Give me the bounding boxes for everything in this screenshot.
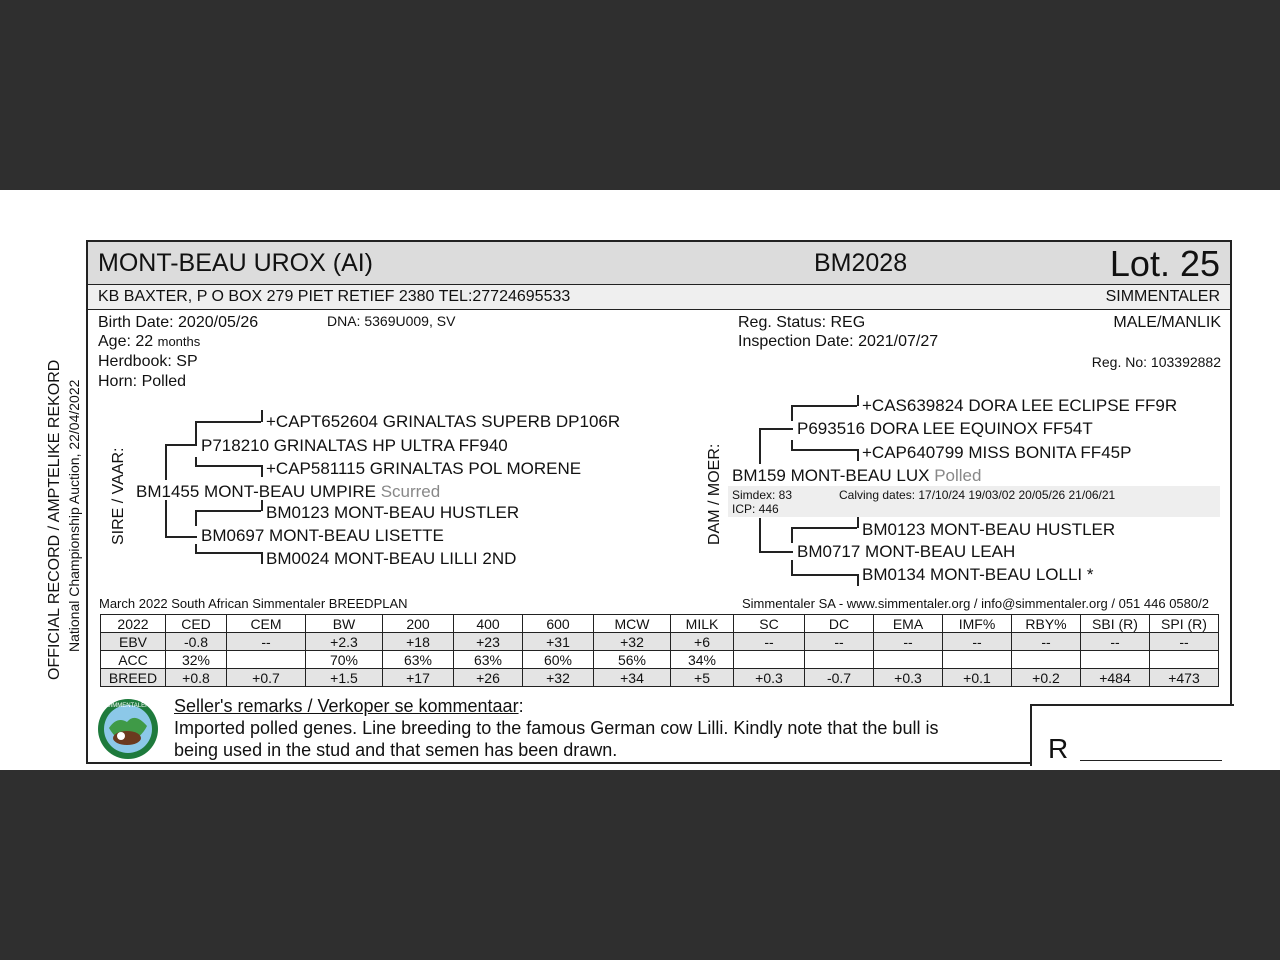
ebv-row	[101, 669, 1219, 687]
ebv-cell	[874, 651, 943, 669]
ebv-cell: 56%	[594, 651, 671, 669]
ebv-cell: --	[1150, 633, 1219, 651]
remarks-line-1: Imported polled genes. Line breeding to the famous German cow Lilli. Kindly note that the bull is	[174, 718, 939, 738]
ebv-cell: +31	[523, 633, 594, 651]
ebv-cell	[805, 651, 874, 669]
auction-label: National Championship Auction, 22/04/2022	[66, 379, 82, 652]
ebv-cell: RBY%	[1012, 615, 1081, 633]
breedplan-title: March 2022 South African Simmentaler BREEDPLAN	[99, 596, 408, 611]
ebv-cell: +32	[523, 669, 594, 687]
ebv-cell: EMA	[874, 615, 943, 633]
ebv-cell: +0.8	[166, 669, 227, 687]
animal-name: MONT-BEAU UROX (AI)	[98, 249, 374, 277]
ebv-cell: CED	[166, 615, 227, 633]
remarks-line-2: being used in the stud and that semen has been drawn.	[174, 740, 618, 760]
dam-dam-dam: BM0134 MONT-BEAU LOLLI *	[862, 565, 1094, 584]
ebv-cell: 200	[383, 615, 454, 633]
ebv-cell: +2.3	[306, 633, 383, 651]
dam-sire-dam: +CAP640799 MISS BONITA FF45P	[862, 443, 1132, 462]
ebv-cell: BREED	[101, 669, 166, 687]
ebv-cell: +473	[1150, 669, 1219, 687]
horn-status: Horn: Polled	[98, 373, 187, 390]
ebv-cell: CEM	[227, 615, 306, 633]
sire-sire-dam: +CAP581115 GRINALTAS POL MORENE	[266, 459, 582, 478]
title-bar	[88, 242, 1230, 285]
ebv-cell: --	[227, 633, 306, 651]
ebv-cell: +18	[383, 633, 454, 651]
ebv-cell: --	[805, 633, 874, 651]
ebv-cell: EBV	[101, 633, 166, 651]
dna: DNA: 5369U009, SV	[327, 313, 456, 329]
ebv-cell: --	[943, 633, 1012, 651]
reg-status: Reg. Status: REG	[738, 314, 866, 331]
ebv-cell: -0.7	[805, 669, 874, 687]
lot-number: Lot. 25	[1109, 243, 1220, 284]
sire-label: SIRE / VAAR:	[110, 447, 127, 545]
ebv-cell: +484	[1081, 669, 1150, 687]
r-label: R	[1048, 733, 1069, 764]
ebv-row	[101, 615, 1219, 633]
ebv-cell: --	[1081, 633, 1150, 651]
dam-label: DAM / MOER:	[706, 443, 723, 545]
dam-sire: P693516 DORA LEE EQUINOX FF54T	[797, 419, 1093, 438]
ebv-cell: +0.7	[227, 669, 306, 687]
r-signature-line	[1080, 760, 1222, 761]
reg-number: Reg. No: 103392882	[1091, 354, 1221, 370]
ebv-cell: +1.5	[306, 669, 383, 687]
sire-dam: BM0697 MONT-BEAU LISETTE	[201, 526, 444, 545]
r-box	[1030, 704, 1234, 766]
ebv-cell: 32%	[166, 651, 227, 669]
ebv-cell: 600	[523, 615, 594, 633]
sire-sire: P718210 GRINALTAS HP ULTRA FF940	[201, 436, 508, 455]
sire-sire-sire: +CAPT652604 GRINALTAS SUPERB DP106R	[266, 412, 621, 431]
calving-info	[728, 486, 1220, 517]
animal-id: BM2028	[814, 249, 908, 277]
ebv-cell: 2022	[101, 615, 166, 633]
ebv-cell: SPI (R)	[1150, 615, 1219, 633]
inspection-date: Inspection Date: 2021/07/27	[738, 333, 939, 350]
ebv-cell: +0.1	[943, 669, 1012, 687]
simdex: Simdex: 83	[732, 488, 793, 502]
ebv-cell: 63%	[383, 651, 454, 669]
sex: MALE/MANLIK	[1113, 314, 1221, 331]
calving-dates: Calving dates: 17/10/24 19/03/02 20/05/26 21/06/21	[839, 488, 1116, 502]
dam-name: BM159 MONT-BEAU LUX Polled	[732, 466, 982, 485]
ebv-cell: SBI (R)	[1081, 615, 1150, 633]
ebv-cell: -0.8	[166, 633, 227, 651]
ebv-cell: --	[1012, 633, 1081, 651]
age: Age: 22 months	[98, 333, 201, 350]
ebv-cell: +0.2	[1012, 669, 1081, 687]
ebv-cell: SC	[734, 615, 805, 633]
ebv-cell: DC	[805, 615, 874, 633]
ebv-cell: 34%	[671, 651, 734, 669]
ebv-cell	[1081, 651, 1150, 669]
breeder-bar	[88, 285, 1230, 310]
ebv-cell	[734, 651, 805, 669]
ebv-cell: 60%	[523, 651, 594, 669]
ebv-cell: +6	[671, 633, 734, 651]
ebv-cell: MILK	[671, 615, 734, 633]
dam-dam-sire: BM0123 MONT-BEAU HUSTLER	[862, 520, 1116, 539]
logo-text: SIMMENTALER	[106, 703, 150, 709]
catalogue-page	[0, 190, 1280, 770]
ebv-cell: +17	[383, 669, 454, 687]
ebv-cell: +34	[594, 669, 671, 687]
ebv-cell: 63%	[454, 651, 523, 669]
sire-dam-sire: BM0123 MONT-BEAU HUSTLER	[266, 503, 520, 522]
official-record-label: OFFICIAL RECORD / AMPTELIKE REKORD	[46, 359, 63, 680]
breeder-address: KB BAXTER, P O BOX 279 PIET RETIEF 2380 TEL:27724695533	[98, 288, 571, 305]
sire-dam-dam: BM0024 MONT-BEAU LILLI 2ND	[266, 549, 517, 568]
ebv-cell	[1012, 651, 1081, 669]
ebv-cell: +0.3	[734, 669, 805, 687]
ebv-cell: IMF%	[943, 615, 1012, 633]
breedplan-contact: Simmentaler SA - www.simmentaler.org / info@simmentaler.org / 051 446 0580/2	[742, 596, 1209, 611]
simmentaler-logo	[97, 698, 159, 760]
ebv-cell: --	[874, 633, 943, 651]
icp: ICP: 446	[732, 502, 779, 516]
herdbook: Herdbook: SP	[98, 353, 198, 370]
remarks-heading: Seller's remarks / Verkoper se kommentaar:	[174, 696, 524, 716]
dam-dam: BM0717 MONT-BEAU LEAH	[797, 542, 1016, 561]
ebv-cell	[227, 651, 306, 669]
dam-sire-sire: +CAS639824 DORA LEE ECLIPSE FF9R	[862, 396, 1178, 415]
ebv-cell: 400	[454, 615, 523, 633]
ebv-cell	[1150, 651, 1219, 669]
ebv-cell: MCW	[594, 615, 671, 633]
ebv-table	[100, 614, 1219, 687]
birth-date: Birth Date: 2020/05/26	[98, 314, 259, 331]
ebv-cell: ACC	[101, 651, 166, 669]
ebv-cell	[943, 651, 1012, 669]
ebv-cell: BW	[306, 615, 383, 633]
sire-name: BM1455 MONT-BEAU UMPIRE Scurred	[136, 482, 441, 501]
ebv-cell: 70%	[306, 651, 383, 669]
ebv-cell: +32	[594, 633, 671, 651]
ebv-row	[101, 633, 1219, 651]
ebv-cell: +0.3	[874, 669, 943, 687]
breed-name: SIMMENTALER	[1105, 288, 1220, 305]
ebv-cell: +26	[454, 669, 523, 687]
ebv-cell: --	[734, 633, 805, 651]
ebv-row	[101, 651, 1219, 669]
ebv-cell: +23	[454, 633, 523, 651]
ebv-cell: +5	[671, 669, 734, 687]
